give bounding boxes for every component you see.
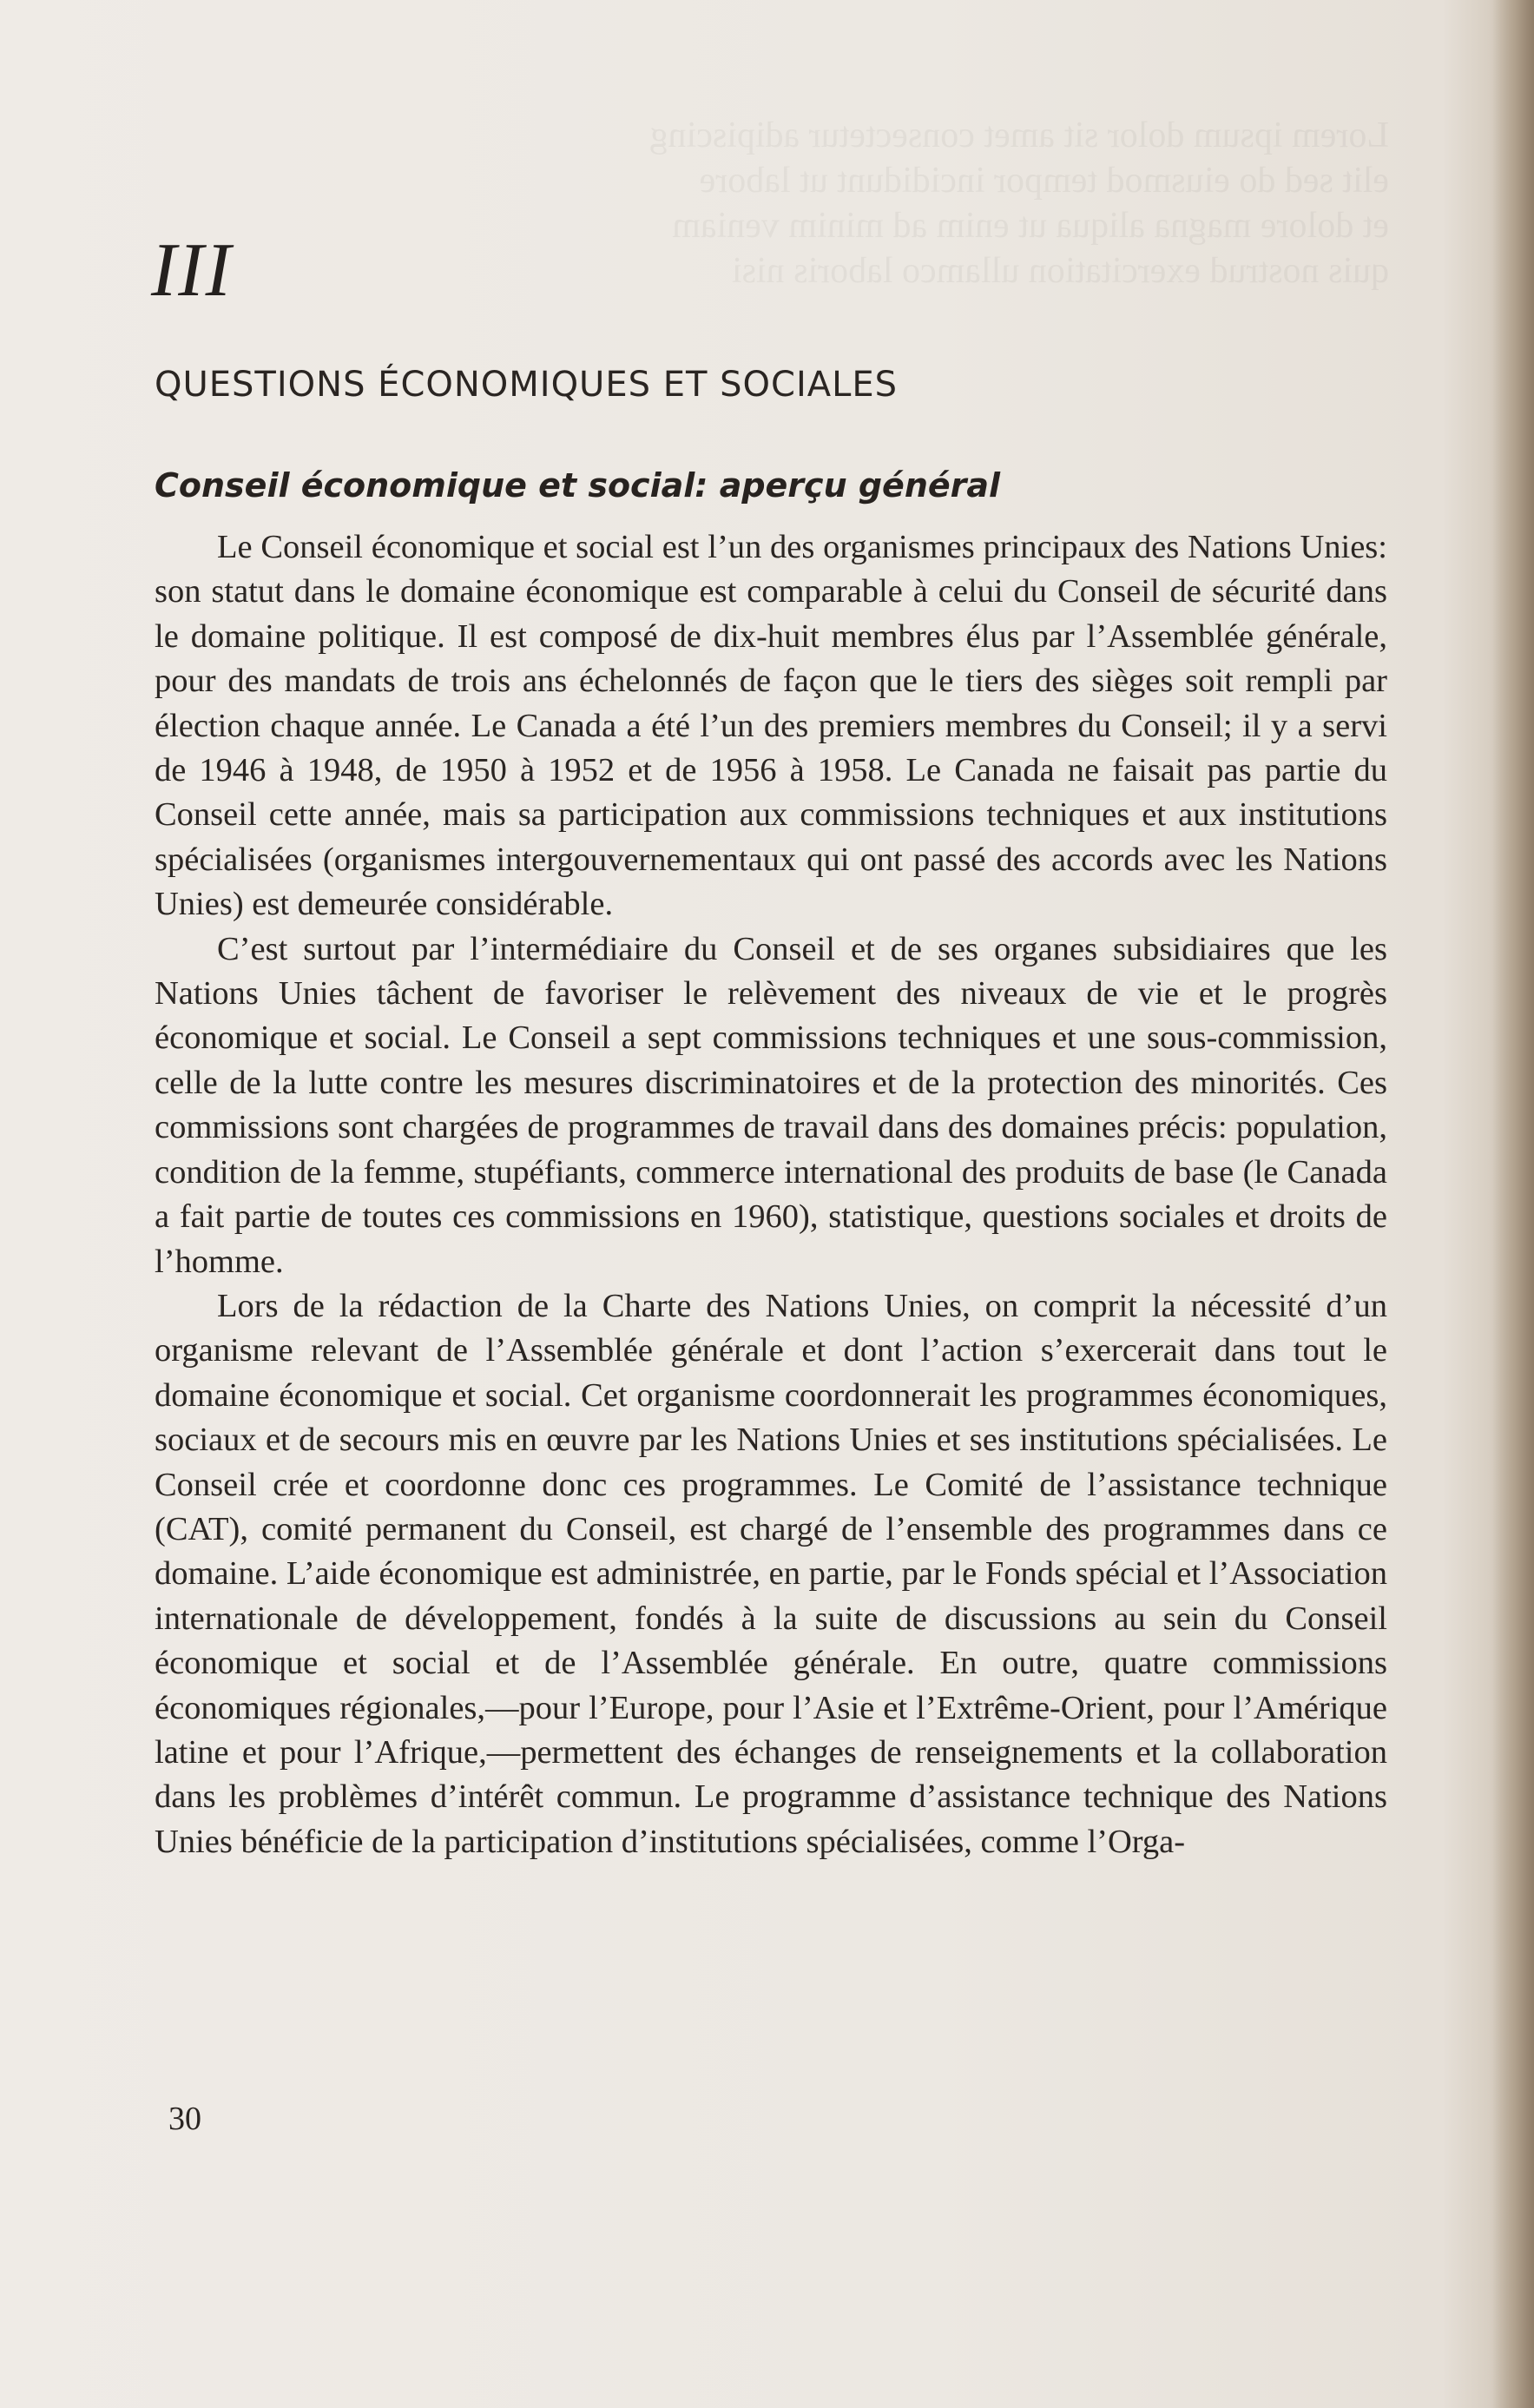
spine-shadow: [1492, 0, 1534, 2408]
chapter-number: III: [151, 228, 233, 313]
paragraph: C’est surtout par l’intermédiaire du Conseil et de ses organes subsidiaires que les Nations Unies tâchent de favoriser le relèvement des niveaux de vie et le progrès économique et social. Le Conseil a sept commissions techniques et une sous-commission, celle de la lutte contre les mesures discriminatoires et de la protection des minorités. Ces commissions sont chargées de programmes de travail dans des domaines précis: population, condition de la femme, stupéfiants, commerce international des produits de base (le Canada a fait partie de toutes ces commissions en 1960), statistique, questions sociales et droits de l’homme.: [155, 930, 1387, 1280]
subsection-title: Conseil économique et social: aperçu général: [155, 466, 1001, 505]
paragraph: Le Conseil économique et social est l’un des organismes principaux des Nations Unies: son statut dans le domaine économique est comparable à celui du Conseil de sécurité dans le domaine politique. Il est composé de dix-huit membres élus par l’Assemblée générale, pour des mandats de trois ans échelonnés de façon que le tiers des sièges soit rempli par élection chaque année. Le Canada a été l’un des premiers membres du Conseil; il y a servi de 1946 à 1948, de 1950 à 1952 et de 1956 à 1958. Le Canada ne faisait pas partie du Conseil cette année, mais sa participation aux commissions techniques et aux institutions spécialisées (organismes intergouvernementaux qui ont passé des accords avec les Nations Unies) est demeurée considérable.: [155, 529, 1387, 923]
section-title: QUESTIONS ÉCONOMIQUES ET SOCIALES: [155, 365, 899, 405]
body-text: [155, 525, 1387, 1864]
paragraph: Lors de la rédaction de la Charte des Nations Unies, on comprit la nécessité d’un organisme relevant de l’Assemblée générale et dont l’action s’exercerait dans tout le domaine économique et social. Cet organisme coordonnerait les programmes économiques, sociaux et de secours mis en œuvre par les Nations Unies et ses institutions spécialisées. Le Conseil crée et coordonne donc ces programmes. Le Comité de l’assistance technique (CAT), comité permanent du Conseil, est chargé de l’ensemble des programmes dans ce domaine. L’aide économique est administrée, en partie, par le Fonds spécial et l’Association internationale de développement, fondés à la suite de discussions au sein du Conseil économique et social et de l’Assemblée générale. En outre, quatre commissions économiques régionales,—pour l’Europe, pour l’Asie et l’Extrême-Orient, pour l’Amérique latine et pour l’Afrique,—permettent des échanges de renseignements et la collaboration dans les problèmes d’intérêt commun. Le programme d’assistance technique des Nations Unies bénéficie de la participation d’institutions spécialisées, comme l’Orga-: [155, 1287, 1387, 1860]
page-number: 30: [168, 2101, 201, 2137]
show-through-texture: Lorem ipsum dolor sit amet consectetur adipiscing elit sed do eiusmod tempor incididunt ut labore et dolore magna aliqua ut enim ad minim veniam quis nostrud exercitation ullamco laboris nisi: [649, 115, 1389, 291]
